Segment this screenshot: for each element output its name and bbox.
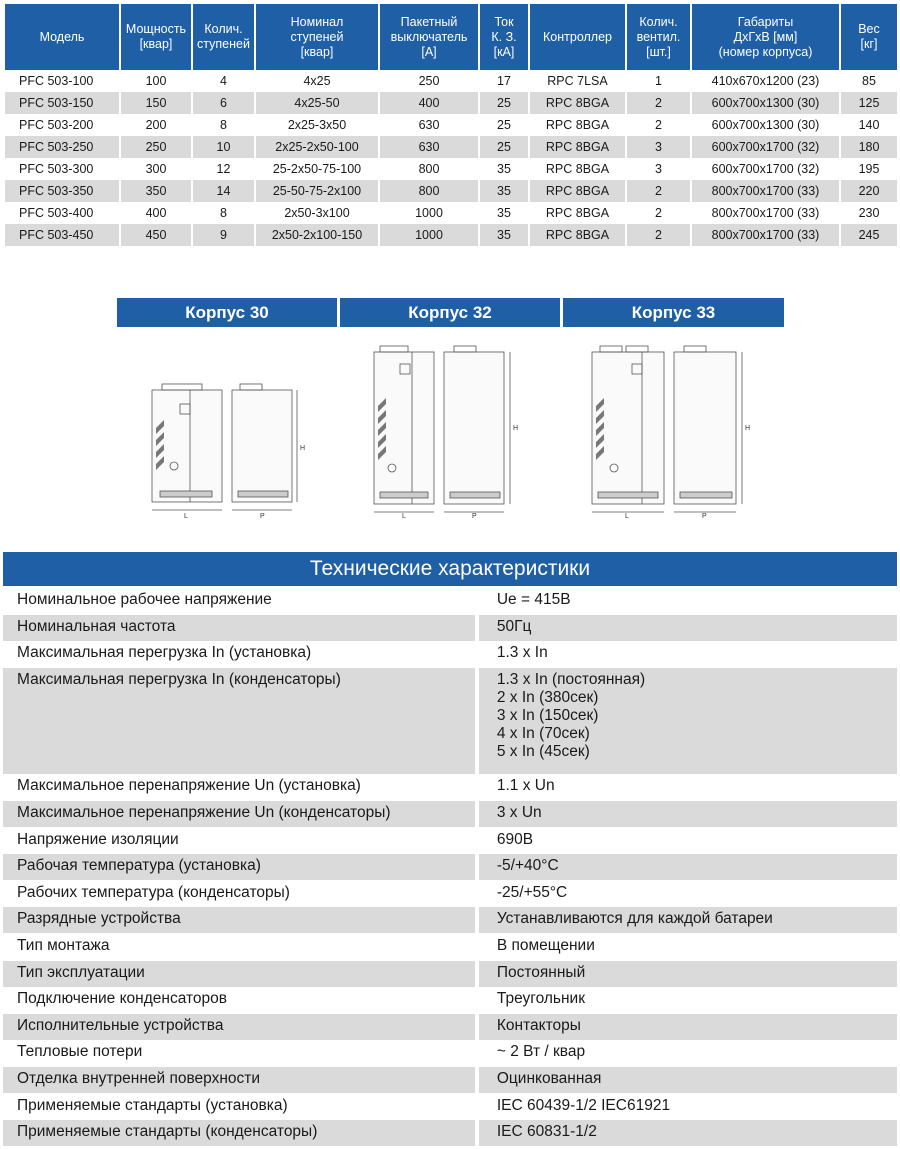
table-row: [5, 224, 897, 246]
table-cell: 35: [480, 180, 528, 202]
table-row: [5, 92, 897, 114]
table-cell: PFC 503-150: [5, 92, 119, 114]
spec-row: [3, 774, 897, 800]
table-cell: RPC 7LSA: [547, 74, 608, 88]
table-cell: PFC 503-350: [5, 180, 119, 202]
table-cell: 6: [193, 92, 254, 114]
table-cell: 8: [220, 118, 227, 132]
table-cell: 2: [655, 118, 662, 132]
spec-value: -25/+55°C: [496, 884, 568, 901]
spec-label: Тепловые потери: [17, 1043, 143, 1060]
table-cell: 35: [480, 224, 528, 246]
table-cell: 150: [121, 92, 191, 114]
spec-row: [3, 615, 897, 641]
table-cell: 400: [145, 206, 167, 220]
spec-label: Номинальное рабочее напряжение: [17, 591, 272, 608]
spec-label: Максимальная перегрузка In (конденсаторы): [3, 668, 475, 774]
table-cell: PFC 503-400: [19, 206, 94, 220]
table-cell: 3: [627, 136, 690, 158]
table-cell: 410x670x1200 (23): [711, 74, 820, 88]
spec-row: [3, 881, 897, 907]
table-cell: 600x700x1300 (30): [692, 92, 839, 114]
table-cell: 400: [380, 92, 478, 114]
table-cell: RPC 8BGA: [530, 180, 625, 202]
table-row: [5, 114, 897, 136]
col-header-controller: Контроллер: [530, 4, 625, 70]
spec-value: -5/+40°C: [479, 854, 897, 880]
table-cell: 195: [858, 162, 880, 176]
col-header-step-rating: Номинал ступеней [квар]: [256, 4, 378, 70]
table-cell: 350: [121, 180, 191, 202]
table-cell: 600x700x1700 (32): [711, 162, 820, 176]
table-cell: 2x50-3x100: [284, 206, 350, 220]
table-cell: PFC 503-200: [19, 118, 94, 132]
table-cell: 25: [480, 136, 528, 158]
table-cell: 300: [145, 162, 167, 176]
spec-value: Контакторы: [479, 1014, 897, 1040]
spec-label: Рабочих температура (конденсаторы): [17, 884, 290, 901]
table-cell: 2x50-2x100-150: [256, 224, 378, 246]
spec-row: [3, 1014, 897, 1040]
spec-row: [3, 934, 897, 960]
spec-row: [3, 961, 897, 987]
models-table-header: [5, 4, 897, 70]
spec-label: Тип эксплуатации: [3, 961, 475, 987]
spec-value: 1.3 x In: [496, 644, 548, 661]
spec-value: 50Гц: [479, 615, 897, 641]
table-cell: RPC 8BGA: [545, 162, 610, 176]
spec-row: [3, 1120, 897, 1146]
case-30-height-label: H: [300, 445, 306, 452]
col-header-power: Мощность [квар]: [121, 4, 191, 70]
case-30-drawing: [140, 378, 310, 518]
table-cell: 1000: [380, 224, 478, 246]
table-cell: 3: [655, 162, 662, 176]
table-cell: RPC 8BGA: [545, 118, 610, 132]
table-cell: 1000: [415, 206, 443, 220]
spec-value: Устанавливаются для каждой батареи: [479, 907, 897, 933]
table-cell: 9: [193, 224, 254, 246]
spec-row: [3, 641, 897, 667]
table-cell: 140: [858, 118, 880, 132]
table-cell: 85: [862, 74, 876, 88]
table-cell: 4x25-50: [256, 92, 378, 114]
col-header-steps: Колич. ступеней: [193, 4, 254, 70]
case-33-height-label: H: [745, 425, 751, 432]
table-cell: 125: [841, 92, 897, 114]
spec-row: [3, 588, 897, 614]
table-cell: 800: [380, 180, 478, 202]
spec-value: Ue = 415В: [496, 591, 571, 608]
case-32-depth-label: P: [472, 513, 477, 518]
case-33-drawing: [580, 340, 770, 518]
col-header-breaker: Пакетный выключатель [A]: [380, 4, 478, 70]
table-cell: 2: [627, 92, 690, 114]
spec-label: Рабочая температура (установка): [3, 854, 475, 880]
table-cell: 2x25-3x50: [287, 118, 347, 132]
col-header-short-circuit: Ток К. З. [кА]: [480, 4, 528, 70]
table-cell: 12: [216, 162, 231, 176]
spec-value: ~ 2 Вт / квар: [496, 1043, 586, 1060]
table-cell: PFC 503-300: [19, 162, 94, 176]
spec-value: В помещении: [496, 937, 595, 954]
spec-value: 1.1 x Un: [496, 777, 555, 794]
case-32-drawing: [362, 340, 532, 518]
spec-row: [3, 1040, 897, 1066]
case-32-height-label: H: [513, 425, 519, 432]
case-32-title: Корпус 32: [340, 298, 560, 327]
spec-value: Постоянный: [479, 961, 897, 987]
col-header-weight: Вес [кг]: [841, 4, 897, 70]
table-cell: 35: [497, 206, 511, 220]
spec-label: Номинальная частота: [3, 615, 475, 641]
case-33-title: Корпус 33: [563, 298, 784, 327]
col-header-model: Модель: [5, 4, 119, 70]
table-cell: 2: [627, 224, 690, 246]
table-cell: 450: [121, 224, 191, 246]
table-cell: 2x25-2x50-100: [256, 136, 378, 158]
table-cell: 17: [497, 74, 511, 88]
table-cell: 2: [655, 206, 662, 220]
spec-value: 690В: [496, 831, 534, 848]
table-cell: 600x700x1300 (30): [711, 118, 820, 132]
table-cell: RPC 8BGA: [530, 224, 625, 246]
spec-label: Максимальное перенапряжение Un (установка): [17, 777, 361, 794]
table-cell: 25-2x50-75-100: [272, 162, 362, 176]
table-cell: PFC 503-250: [5, 136, 119, 158]
table-cell: 14: [193, 180, 254, 202]
spec-row: [3, 987, 897, 1013]
spec-label: Максимальная перегрузка In (установка): [17, 644, 312, 661]
table-cell: RPC 8BGA: [545, 206, 610, 220]
spec-value: IEC 60831-1/2: [479, 1120, 897, 1146]
spec-label: Применяемые стандарты (конденсаторы): [3, 1120, 475, 1146]
spec-label: Напряжение изоляции: [17, 831, 179, 848]
spec-row: [3, 1094, 897, 1120]
table-cell: 230: [858, 206, 880, 220]
table-cell: 10: [193, 136, 254, 158]
case-33-length-label: L: [625, 513, 629, 518]
table-cell: 245: [841, 224, 897, 246]
col-header-fans: Колич. вентил. [шт.]: [627, 4, 690, 70]
table-cell: 220: [841, 180, 897, 202]
spec-value: 3 x Un: [479, 801, 897, 827]
table-cell: 180: [841, 136, 897, 158]
table-cell: 100: [145, 74, 167, 88]
table-cell: 630: [380, 136, 478, 158]
table-cell: 2: [627, 180, 690, 202]
case-33-depth-label: P: [702, 513, 707, 518]
spec-value: 1.3 x In (постоянная) 2 x In (380сек) 3 x In (150сек) 4 x In (70сек) 5 x In (45сек): [479, 668, 897, 774]
table-cell: RPC 8BGA: [530, 136, 625, 158]
spec-row: [3, 801, 897, 827]
table-row: [5, 136, 897, 158]
spec-value: Оцинкованная: [479, 1067, 897, 1093]
table-cell: 35: [497, 162, 511, 176]
case-32-length-label: L: [402, 513, 406, 518]
case-30-title: Корпус 30: [117, 298, 337, 327]
spec-label: Применяемые стандарты (установка): [17, 1097, 288, 1114]
table-cell: 25: [497, 118, 511, 132]
spec-row: [3, 668, 897, 774]
table-cell: 250: [121, 136, 191, 158]
spec-label: Исполнительные устройства: [3, 1014, 475, 1040]
spec-label: Разрядные устройства: [3, 907, 475, 933]
table-cell: RPC 8BGA: [530, 92, 625, 114]
spec-label: Подключение конденсаторов: [17, 990, 227, 1007]
spec-row: [3, 828, 897, 854]
case-30-depth-label: P: [260, 513, 265, 518]
table-cell: 800: [418, 162, 440, 176]
table-cell: 630: [418, 118, 440, 132]
table-cell: 8: [220, 206, 227, 220]
spec-row: [3, 854, 897, 880]
table-cell: 200: [145, 118, 167, 132]
spec-row: [3, 1067, 897, 1093]
table-row: [5, 158, 897, 180]
table-cell: 4x25: [303, 74, 331, 88]
table-row: [5, 202, 897, 224]
col-header-dimensions: Габариты ДхГхВ [мм] (номер корпуса): [692, 4, 839, 70]
spec-row: [3, 907, 897, 933]
table-cell: 800x700x1700 (33): [692, 224, 839, 246]
spec-label: Тип монтажа: [17, 937, 110, 954]
table-cell: 800x700x1700 (33): [711, 206, 820, 220]
table-cell: 4: [220, 74, 227, 88]
table-cell: 800x700x1700 (33): [692, 180, 839, 202]
table-row: [5, 180, 897, 202]
case-30-length-label: L: [184, 513, 188, 518]
spec-label: Отделка внутренней поверхности: [3, 1067, 475, 1093]
models-table: [3, 4, 899, 246]
specs-title: Технические характеристики: [3, 552, 897, 586]
spec-value: Треугольник: [496, 990, 585, 1007]
table-cell: 1: [655, 74, 662, 88]
table-cell: 600x700x1700 (32): [692, 136, 839, 158]
table-row: [5, 70, 897, 92]
table-cell: 25-50-75-2x100: [256, 180, 378, 202]
spec-label: Максимальное перенапряжение Un (конденсаторы): [3, 801, 475, 827]
table-cell: PFC 503-100: [19, 74, 94, 88]
table-cell: 250: [418, 74, 440, 88]
spec-value: IEC 60439-1/2 IEC61921: [496, 1097, 671, 1114]
table-cell: PFC 503-450: [5, 224, 119, 246]
table-cell: 25: [480, 92, 528, 114]
